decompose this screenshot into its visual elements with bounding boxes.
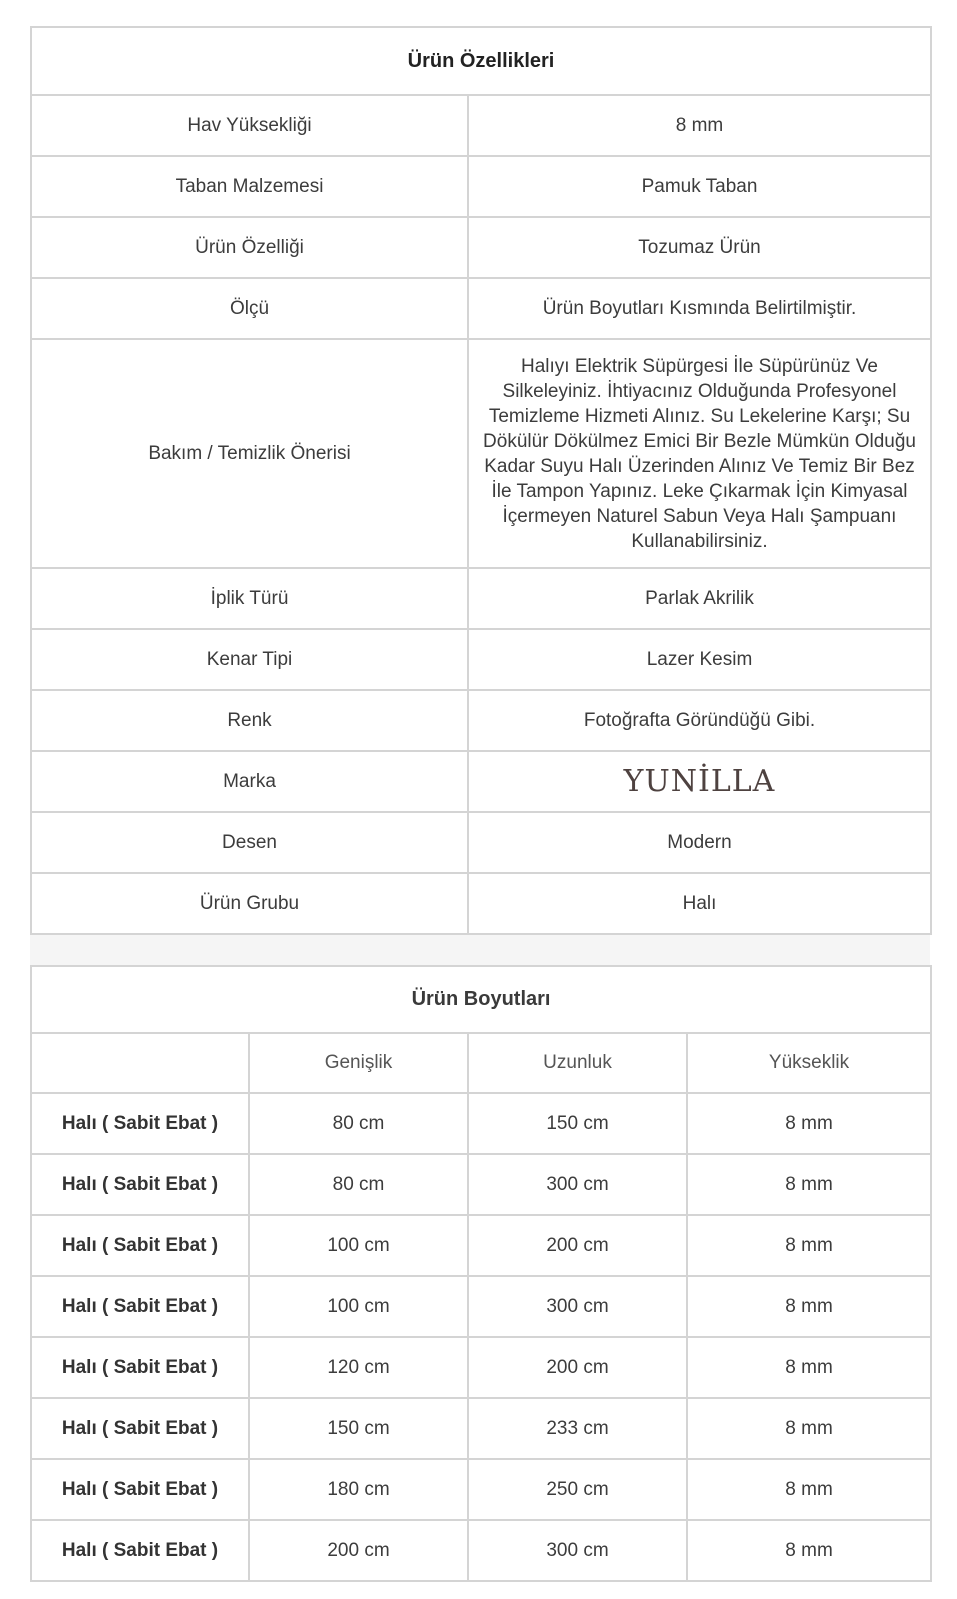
table-row	[31, 1093, 931, 1154]
length-cell: 300 cm	[468, 1276, 687, 1337]
width-cell: 150 cm	[249, 1398, 468, 1459]
specs-row	[31, 339, 931, 568]
length-cell: 233 cm	[468, 1398, 687, 1459]
spec-label: Hav Yüksekliği	[31, 95, 468, 156]
spec-value: Fotoğrafta Göründüğü Gibi.	[468, 690, 931, 751]
height-cell: 8 mm	[687, 1459, 931, 1520]
table-row	[31, 1215, 931, 1276]
spec-label: Ölçü	[31, 278, 468, 339]
size-row-label: Halı ( Sabit Ebat )	[31, 1398, 249, 1459]
width-cell: 120 cm	[249, 1337, 468, 1398]
width-cell: 100 cm	[249, 1276, 468, 1337]
spec-label: Ürün Özelliği	[31, 217, 468, 278]
height-cell: 8 mm	[687, 1154, 931, 1215]
height-cell: 8 mm	[687, 1337, 931, 1398]
specs-row	[31, 95, 931, 156]
spec-label: Renk	[31, 690, 468, 751]
brand-logo: YUNİLLA	[623, 764, 776, 799]
size-row-label: Halı ( Sabit Ebat )	[31, 1459, 249, 1520]
specs-row	[31, 156, 931, 217]
height-cell: 8 mm	[687, 1276, 931, 1337]
spec-value: Parlak Akrilik	[468, 568, 931, 629]
column-header-empty	[31, 1033, 249, 1093]
size-row-label: Halı ( Sabit Ebat )	[31, 1276, 249, 1337]
height-cell: 8 mm	[687, 1093, 931, 1154]
table-row	[31, 1154, 931, 1215]
spec-value: Tozumaz Ürün	[468, 217, 931, 278]
size-row-label: Halı ( Sabit Ebat )	[31, 1154, 249, 1215]
specs-row	[31, 812, 931, 873]
table-row	[31, 1520, 931, 1581]
length-cell: 300 cm	[468, 1154, 687, 1215]
table-row	[31, 1337, 931, 1398]
care-instructions-value: Halıyı Elektrik Süpürgesi İle Süpürünüz Ve Silkeleyiniz. İhtiyacınız Olduğunda Profesyonel Temizleme Hizmeti Alınız. Su Lekelerine Karşı; Su Dökülür Dökülmez Emici Bir Bezle Mümkün Olduğu Kadar Suyu Halı Üzerinden Alınız Ve Temiz Bir Bez İle Tampon Yapınız. Leke Çıkarmak İçin Kimyasal İçermeyen Naturel Sabun Veya Halı Şampuanı Kullanabilirsiniz.	[468, 339, 931, 568]
spec-label: Ürün Grubu	[31, 873, 468, 934]
spec-value: 8 mm	[468, 95, 931, 156]
sizes-title: Ürün Boyutları	[31, 966, 931, 1033]
width-cell: 100 cm	[249, 1215, 468, 1276]
table-row	[31, 1276, 931, 1337]
section-divider	[30, 935, 930, 965]
column-header-length: Uzunluk	[468, 1033, 687, 1093]
specs-row	[31, 873, 931, 934]
specs-row	[31, 690, 931, 751]
length-cell: 250 cm	[468, 1459, 687, 1520]
table-row	[31, 1459, 931, 1520]
width-cell: 80 cm	[249, 1154, 468, 1215]
height-cell: 8 mm	[687, 1398, 931, 1459]
spec-value: Lazer Kesim	[468, 629, 931, 690]
specs-row	[31, 629, 931, 690]
specs-row	[31, 568, 931, 629]
spec-label: Kenar Tipi	[31, 629, 468, 690]
specs-row	[31, 751, 931, 812]
length-cell: 200 cm	[468, 1215, 687, 1276]
product-sizes-table	[30, 965, 932, 1582]
length-cell: 300 cm	[468, 1520, 687, 1581]
height-cell: 8 mm	[687, 1215, 931, 1276]
spec-value: Modern	[468, 812, 931, 873]
spec-value: Halı	[468, 873, 931, 934]
size-row-label: Halı ( Sabit Ebat )	[31, 1520, 249, 1581]
height-cell: 8 mm	[687, 1520, 931, 1581]
width-cell: 200 cm	[249, 1520, 468, 1581]
sizes-header-row	[31, 1033, 931, 1093]
column-header-width: Genişlik	[249, 1033, 468, 1093]
spec-label: Taban Malzemesi	[31, 156, 468, 217]
width-cell: 180 cm	[249, 1459, 468, 1520]
size-row-label: Halı ( Sabit Ebat )	[31, 1337, 249, 1398]
product-specs-table	[30, 26, 932, 935]
length-cell: 200 cm	[468, 1337, 687, 1398]
spec-label: Bakım / Temizlik Önerisi	[31, 339, 468, 568]
spec-value: Pamuk Taban	[468, 156, 931, 217]
specs-row	[31, 278, 931, 339]
spec-label: Desen	[31, 812, 468, 873]
spec-label: İplik Türü	[31, 568, 468, 629]
table-row	[31, 1398, 931, 1459]
size-row-label: Halı ( Sabit Ebat )	[31, 1215, 249, 1276]
specs-title: Ürün Özellikleri	[31, 27, 931, 95]
column-header-height: Yükseklik	[687, 1033, 931, 1093]
width-cell: 80 cm	[249, 1093, 468, 1154]
brand-cell	[468, 751, 931, 812]
size-row-label: Halı ( Sabit Ebat )	[31, 1093, 249, 1154]
spec-label: Marka	[31, 751, 468, 812]
specs-row	[31, 217, 931, 278]
spec-value: Ürün Boyutları Kısmında Belirtilmiştir.	[468, 278, 931, 339]
length-cell: 150 cm	[468, 1093, 687, 1154]
